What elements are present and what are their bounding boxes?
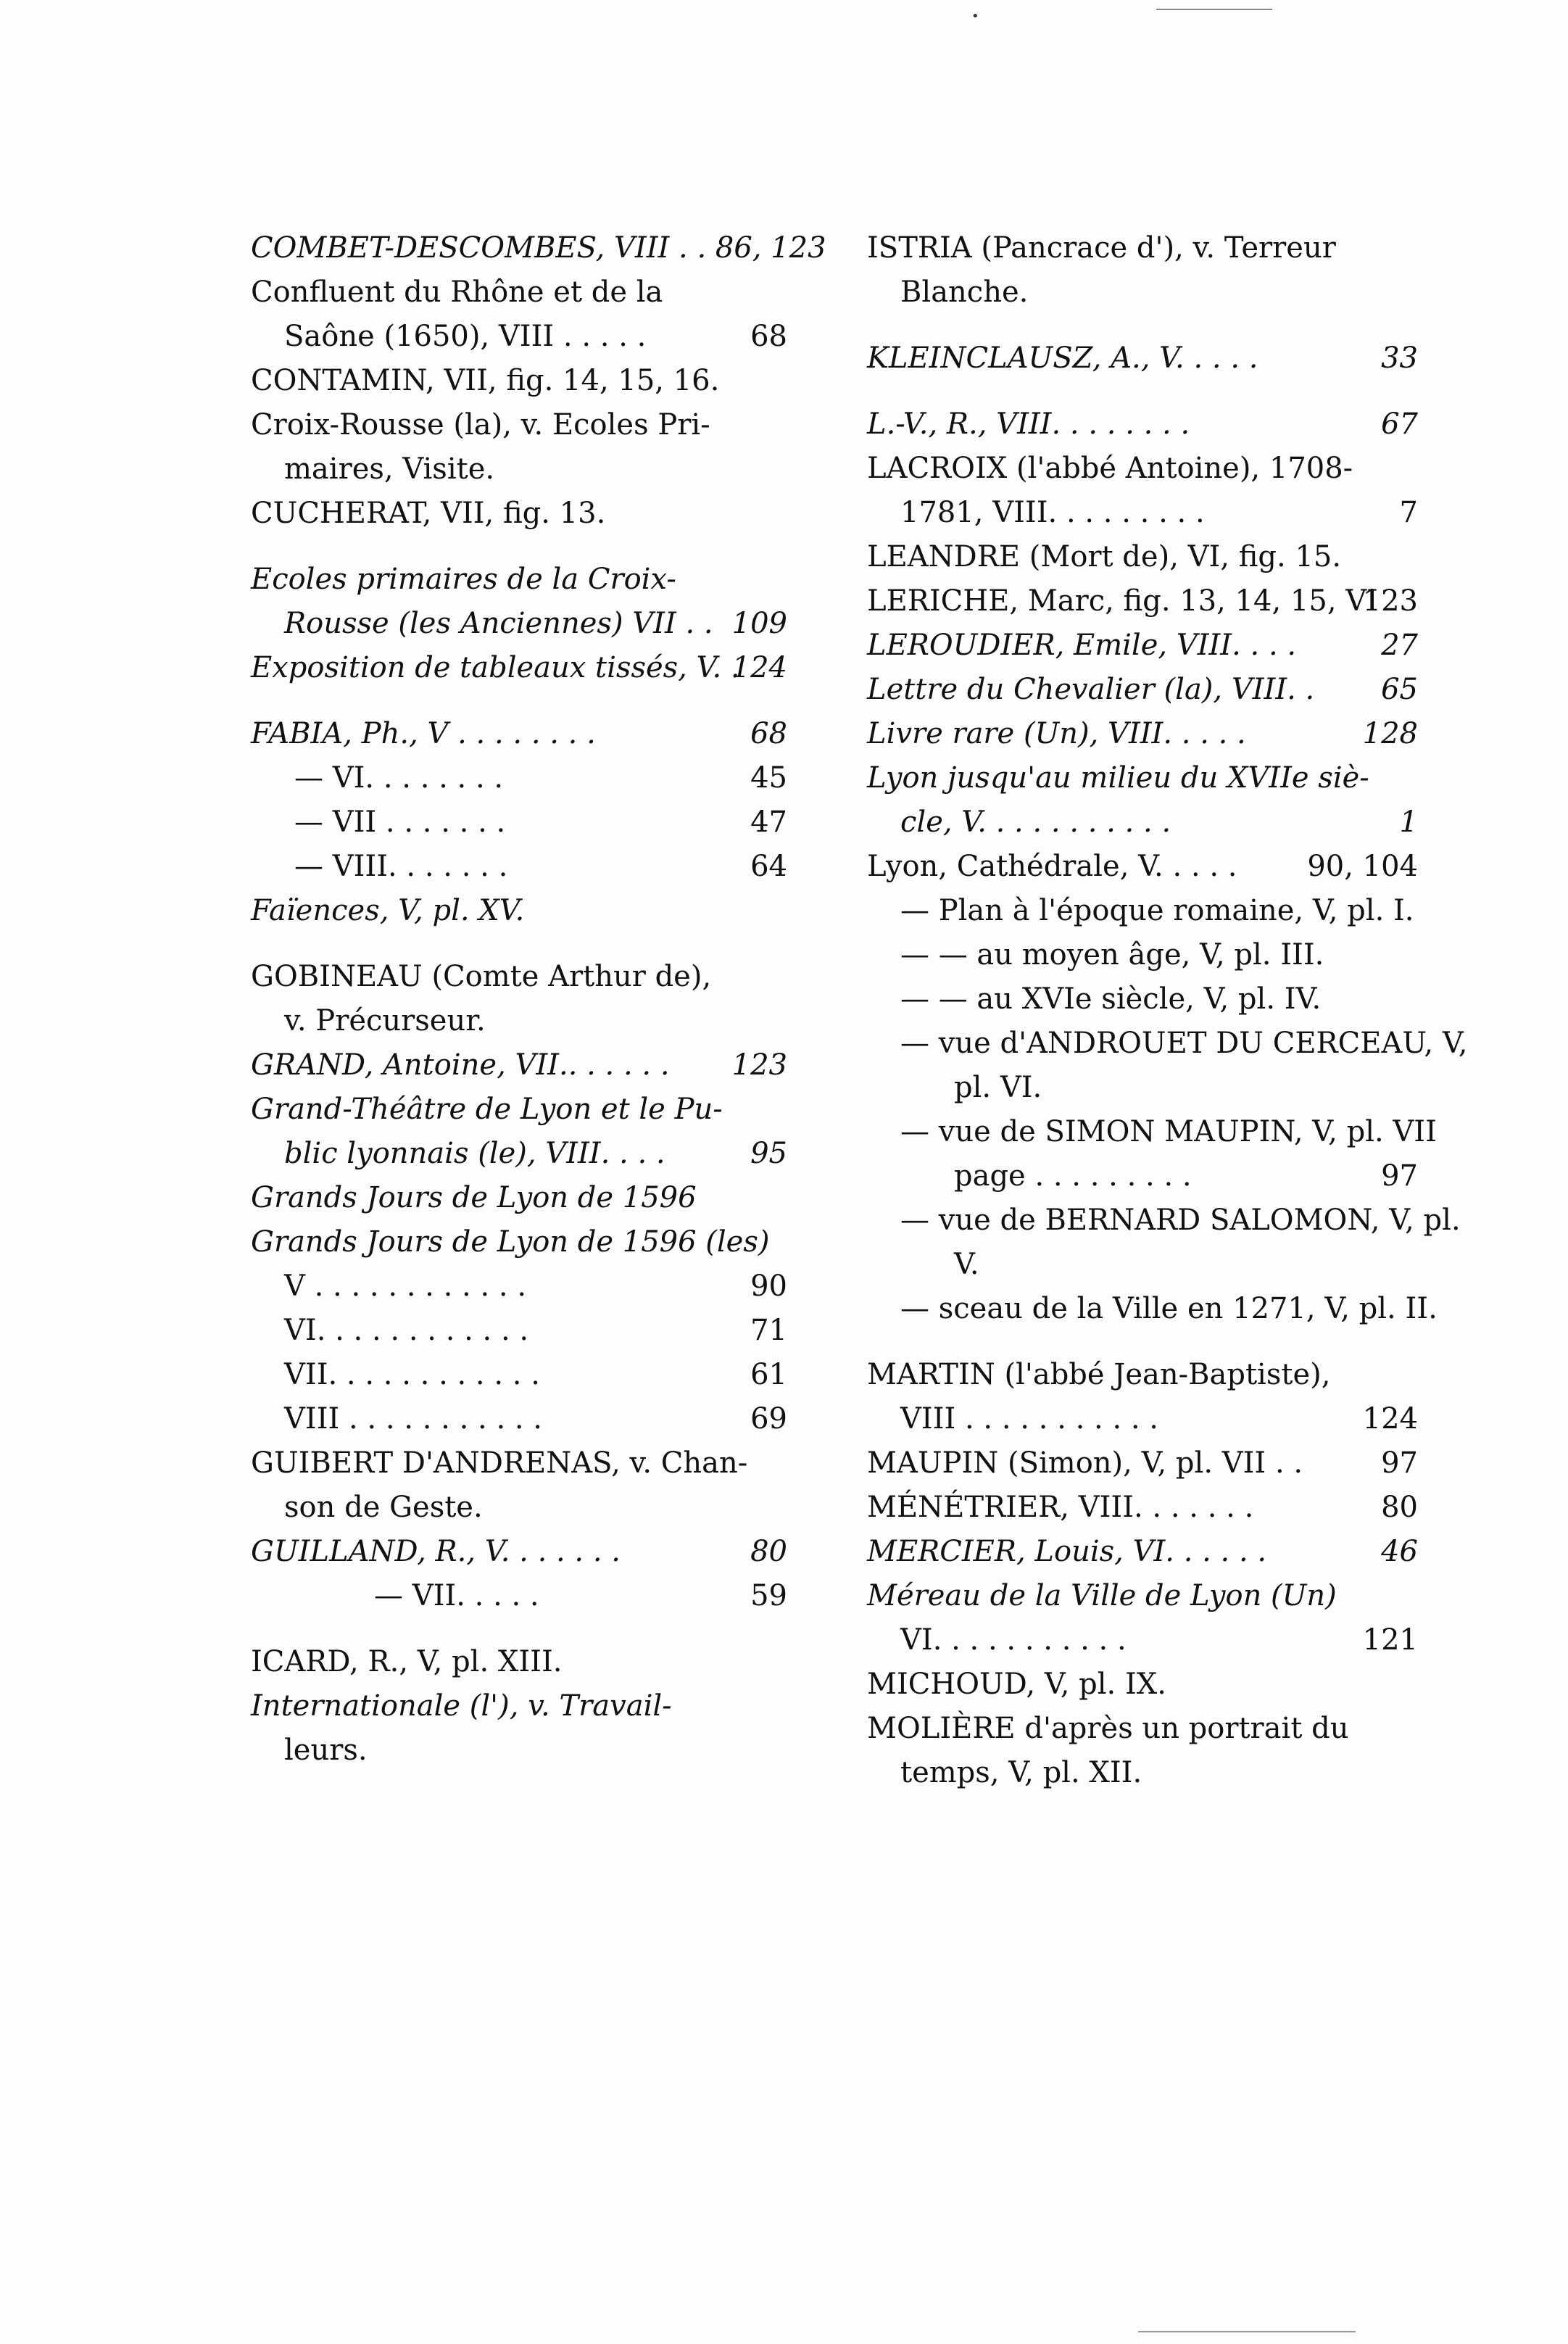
page-number: 68 xyxy=(750,320,787,353)
entry-line xyxy=(867,1022,1468,1066)
entry-text: LACROIX (l'abbé Antoine), 1708- xyxy=(867,452,1353,485)
entry-text: Saône (1650), VIII . . . . . xyxy=(284,320,647,353)
entry-line xyxy=(251,359,787,403)
page-number: 109 xyxy=(731,607,787,640)
entry-text: L.-V., R., VIII. . . . . . . . xyxy=(867,407,1190,441)
index-entry xyxy=(251,1441,787,1530)
entry-text: Rousse (les Anciennes) VII . . xyxy=(284,607,713,640)
index-entry xyxy=(251,1088,787,1176)
index-entry xyxy=(251,1684,787,1773)
entry-text: pl. VI. xyxy=(954,1071,1042,1104)
page-number: 65 xyxy=(1381,673,1418,706)
entry-line xyxy=(867,270,1418,315)
entry-line xyxy=(251,1088,787,1132)
index-entry xyxy=(251,1640,787,1684)
entry-line xyxy=(867,624,1418,668)
entry-text: MICHOUD, V, pl. IX. xyxy=(867,1668,1166,1701)
entry-line xyxy=(251,1684,787,1728)
page-number: 59 xyxy=(750,1579,787,1612)
entry-text: Lyon, Cathédrale, V. . . . . xyxy=(867,850,1237,883)
entry-text: CONTAMIN, VII, fig. 14, 15, 16. xyxy=(251,364,720,397)
entry-line xyxy=(251,1486,787,1530)
page-number: 124 xyxy=(1362,1402,1418,1436)
index-entry xyxy=(867,1287,1438,1331)
entry-text: V. xyxy=(954,1248,979,1281)
entry-line xyxy=(867,1662,1418,1707)
index-entry xyxy=(251,1043,787,1088)
page-number: 123 xyxy=(1362,584,1418,618)
entry-line xyxy=(251,1640,787,1684)
entry-line xyxy=(867,1530,1418,1574)
index-entry xyxy=(251,712,787,756)
page-number: 123 xyxy=(731,1048,787,1082)
index-entry xyxy=(251,889,787,933)
entry-text: Grands Jours de Lyon de 1596 (les) xyxy=(251,1225,770,1259)
index-entry xyxy=(867,1574,1418,1662)
top-mark: • xyxy=(971,9,979,24)
entry-line xyxy=(251,558,787,602)
entry-text: Faïences, V, pl. XV. xyxy=(251,894,525,927)
entry-line xyxy=(251,712,787,756)
page-number: 46 xyxy=(1381,1535,1418,1568)
page-number: 68 xyxy=(750,717,787,750)
entry-text: GUILLAND, R., V. . . . . . . xyxy=(251,1535,621,1568)
entry-line xyxy=(867,1618,1418,1662)
entry-line xyxy=(251,270,787,315)
index-entry xyxy=(867,712,1418,756)
index-entry xyxy=(867,402,1418,447)
page-number: 80 xyxy=(750,1535,787,1568)
page-number: 80 xyxy=(1381,1491,1418,1524)
entry-line xyxy=(251,999,787,1043)
entry-text: GUIBERT D'ANDRENAS, v. Chan- xyxy=(251,1446,748,1480)
index-entry xyxy=(251,1220,787,1441)
entry-line xyxy=(867,1243,1418,1287)
entry-line xyxy=(251,646,787,690)
entry-text: Exposition de tableaux tissés, V. . xyxy=(251,651,740,684)
entry-line xyxy=(867,1707,1418,1751)
entry-text: COMBET-DESCOMBES, VIII . . 86, 123 xyxy=(251,231,826,265)
entry-line xyxy=(251,1176,787,1220)
entry-text: Grand-Théâtre de Lyon et le Pu- xyxy=(251,1093,723,1126)
page-number: 33 xyxy=(1381,341,1418,375)
index-entry xyxy=(867,1110,1437,1198)
page-number: 67 xyxy=(1381,407,1418,441)
entry-line xyxy=(867,1198,1461,1243)
index-entry xyxy=(867,668,1418,712)
page-number: 64 xyxy=(750,850,787,883)
index-entry xyxy=(867,889,1418,933)
index-entry xyxy=(867,1198,1461,1287)
entry-line xyxy=(867,1397,1418,1441)
entry-line xyxy=(867,668,1418,712)
entry-line xyxy=(251,1132,787,1176)
entry-text: — Plan à l'époque romaine, V, pl. I. xyxy=(900,894,1414,927)
entry-text: — VII. . . . . xyxy=(374,1579,539,1612)
entry-line xyxy=(867,977,1418,1022)
entry-line xyxy=(867,1486,1418,1530)
section-gap xyxy=(251,536,787,558)
entry-line xyxy=(867,535,1418,579)
section-gap xyxy=(867,1331,1418,1353)
entry-line xyxy=(867,491,1418,535)
page-number: 97 xyxy=(1381,1159,1418,1193)
page-number: 95 xyxy=(750,1137,787,1170)
entry-text: cle, V. . . . . . . . . . . xyxy=(900,806,1171,839)
entry-text: MARTIN (l'abbé Jean-Baptiste), xyxy=(867,1358,1331,1391)
index-entry xyxy=(251,756,787,800)
entry-line xyxy=(251,1220,787,1264)
entry-text: v. Précurseur. xyxy=(284,1004,486,1038)
entry-line xyxy=(867,1751,1418,1795)
entry-text: Méreau de la Ville de Lyon (Un) xyxy=(867,1579,1337,1612)
page-number: 45 xyxy=(750,761,787,795)
index-entry xyxy=(251,558,787,646)
entry-text: page . . . . . . . . . xyxy=(954,1159,1192,1193)
entry-text: MOLIÈRE d'après un portrait du xyxy=(867,1712,1349,1745)
entry-text: — — au XVIe siècle, V, pl. IV. xyxy=(900,982,1322,1016)
index-column-left xyxy=(251,226,826,1773)
entry-text: blic lyonnais (le), VIII. . . . xyxy=(284,1137,665,1170)
page-number: 71 xyxy=(750,1314,787,1347)
entry-line xyxy=(251,1397,787,1441)
entry-line xyxy=(251,845,787,889)
section-gap xyxy=(867,381,1418,402)
page-number: 61 xyxy=(750,1358,787,1391)
index-entry xyxy=(251,359,787,403)
section-gap xyxy=(251,690,787,712)
entry-text: ISTRIA (Pancrace d'), v. Terreur xyxy=(867,231,1336,265)
entry-text: MAUPIN (Simon), V, pl. VII . . xyxy=(867,1446,1303,1480)
entry-text: Ecoles primaires de la Croix- xyxy=(251,563,676,596)
entry-text: VI. . . . . . . . . . . xyxy=(900,1623,1127,1657)
entry-line xyxy=(867,447,1418,491)
entry-line xyxy=(251,315,787,359)
entry-text: KLEINCLAUSZ, A., V. . . . . xyxy=(867,341,1258,375)
entry-text: MERCIER, Louis, VI. . . . . . xyxy=(867,1535,1267,1568)
entry-text: ICARD, R., V, pl. XIII. xyxy=(251,1645,563,1678)
entry-text: VIII . . . . . . . . . . . xyxy=(900,1402,1159,1436)
index-entry xyxy=(867,1353,1418,1441)
page-number: 27 xyxy=(1381,629,1418,662)
entry-line xyxy=(251,602,787,646)
entry-text: 1781, VIII. . . . . . . . . xyxy=(900,496,1205,529)
entry-text: — vue d'ANDROUET DU CERCEAU, V, xyxy=(900,1027,1468,1060)
entry-line xyxy=(867,1066,1418,1110)
entry-line xyxy=(867,933,1418,977)
entry-line xyxy=(867,1574,1418,1618)
entry-text: maires, Visite. xyxy=(284,452,495,486)
entry-line xyxy=(251,447,787,492)
entry-text: Lettre du Chevalier (la), VIII. . xyxy=(867,673,1315,706)
entry-line xyxy=(251,226,826,270)
entry-line xyxy=(251,955,787,999)
page-number: 69 xyxy=(750,1402,787,1436)
entry-text: Grands Jours de Lyon de 1596 xyxy=(251,1181,697,1214)
entry-line xyxy=(867,889,1418,933)
entry-line xyxy=(867,1353,1418,1397)
index-entry xyxy=(251,845,787,889)
entry-text: MÉNÉTRIER, VIII. . . . . . . xyxy=(867,1491,1254,1524)
index-entry xyxy=(251,1176,787,1220)
entry-line xyxy=(867,1441,1418,1486)
entry-line xyxy=(251,403,787,447)
index-entry xyxy=(251,403,787,492)
entry-text: temps, V, pl. XII. xyxy=(900,1756,1142,1789)
entry-text: — sceau de la Ville en 1271, V, pl. II. xyxy=(900,1292,1438,1325)
entry-text: — — au moyen âge, V, pl. III. xyxy=(900,938,1324,972)
entry-text: leurs. xyxy=(284,1734,368,1767)
entry-text: VI. . . . . . . . . . . . xyxy=(284,1314,529,1347)
index-entry xyxy=(867,1486,1418,1530)
entry-text: VII. . . . . . . . . . . . xyxy=(284,1358,540,1391)
entry-line xyxy=(867,226,1418,270)
entry-line xyxy=(251,756,787,800)
page-number: 90, 104 xyxy=(1307,850,1418,883)
entry-line xyxy=(867,756,1418,800)
index-entry xyxy=(867,624,1418,668)
entry-text: Confluent du Rhône et de la xyxy=(251,276,663,309)
entry-text: — VII . . . . . . . xyxy=(294,806,506,839)
entry-line xyxy=(867,402,1418,447)
entry-text: Blanche. xyxy=(900,276,1029,309)
entry-text: Croix-Rousse (la), v. Ecoles Pri- xyxy=(251,408,710,442)
entry-line xyxy=(251,1043,787,1088)
entry-text: — VI. . . . . . . . xyxy=(294,761,504,795)
entry-line xyxy=(867,579,1418,624)
page-number: 121 xyxy=(1362,1623,1418,1657)
entry-text: — vue de SIMON MAUPIN, V, pl. VII xyxy=(900,1115,1437,1148)
entry-line xyxy=(867,1110,1437,1154)
entry-line xyxy=(867,712,1418,756)
entry-text: — vue de BERNARD SALOMON, V, pl. xyxy=(900,1204,1461,1237)
entry-text: LEROUDIER, Emile, VIII. . . . xyxy=(867,629,1297,662)
entry-line xyxy=(867,1154,1418,1198)
entry-text: CUCHERAT, VII, fig. 13. xyxy=(251,497,606,530)
index-entry xyxy=(867,1662,1418,1707)
entry-line xyxy=(867,800,1418,845)
index-entry xyxy=(867,1022,1468,1110)
index-entry xyxy=(867,535,1418,579)
index-column-right xyxy=(867,226,1468,1795)
index-entry xyxy=(867,579,1418,624)
index-entry xyxy=(251,1574,787,1618)
entry-line xyxy=(251,1441,787,1486)
entry-line xyxy=(867,845,1418,889)
index-entry xyxy=(867,1441,1418,1486)
entry-line xyxy=(251,1309,787,1353)
entry-text: Livre rare (Un), VIII. . . . . xyxy=(867,717,1246,750)
entry-text: — VIII. . . . . . . xyxy=(294,850,508,883)
section-gap xyxy=(251,933,787,955)
page-number: 124 xyxy=(731,651,787,684)
index-entry xyxy=(251,492,787,536)
entry-text: son de Geste. xyxy=(284,1491,483,1524)
index-entry xyxy=(867,447,1418,535)
entry-line xyxy=(867,336,1418,381)
index-entry xyxy=(251,646,787,690)
index-entry xyxy=(251,955,787,1043)
entry-line xyxy=(251,1264,787,1309)
page-number: 7 xyxy=(1399,496,1418,529)
corner-rule xyxy=(1156,9,1272,10)
entry-text: GOBINEAU (Comte Arthur de), xyxy=(251,960,712,993)
entry-text: VIII . . . . . . . . . . . xyxy=(284,1402,543,1436)
index-entry xyxy=(251,270,787,359)
entry-text: V . . . . . . . . . . . . xyxy=(284,1270,527,1303)
entry-line xyxy=(251,1530,787,1574)
entry-text: Lyon jusqu'au milieu du XVIIe siè- xyxy=(867,761,1369,795)
entry-text: LEANDRE (Mort de), VI, fig. 15. xyxy=(867,540,1342,573)
page-number: 1 xyxy=(1399,806,1418,839)
bottom-rule xyxy=(1138,2331,1356,2332)
index-entry xyxy=(867,933,1418,977)
entry-text: GRAND, Antoine, VII.. . . . . . xyxy=(251,1048,670,1082)
entry-line xyxy=(867,1287,1438,1331)
entry-line xyxy=(251,1353,787,1397)
entry-line xyxy=(251,800,787,845)
index-entry xyxy=(867,226,1418,315)
section-gap xyxy=(867,315,1418,336)
entry-text: LERICHE, Marc, fig. 13, 14, 15, VI xyxy=(867,584,1378,618)
index-entry xyxy=(867,1707,1418,1795)
page-number: 47 xyxy=(750,806,787,839)
entry-line xyxy=(251,1574,787,1618)
entry-text: FABIA, Ph., V . . . . . . . . xyxy=(251,717,596,750)
page-number: 128 xyxy=(1362,717,1418,750)
entry-line xyxy=(251,1728,787,1773)
index-entry xyxy=(867,1530,1418,1574)
page-number: 97 xyxy=(1381,1446,1418,1480)
page-number: 90 xyxy=(750,1270,787,1303)
section-gap xyxy=(251,1618,787,1640)
entry-text: Internationale (l'), v. Travail- xyxy=(251,1689,672,1723)
index-entry xyxy=(251,1530,787,1574)
index-entry xyxy=(867,756,1418,845)
index-entry xyxy=(867,336,1418,381)
index-entry xyxy=(867,977,1418,1022)
entry-line xyxy=(251,889,787,933)
index-entry xyxy=(251,800,787,845)
index-entry xyxy=(867,845,1418,889)
index-entry xyxy=(251,226,826,270)
entry-line xyxy=(251,492,787,536)
